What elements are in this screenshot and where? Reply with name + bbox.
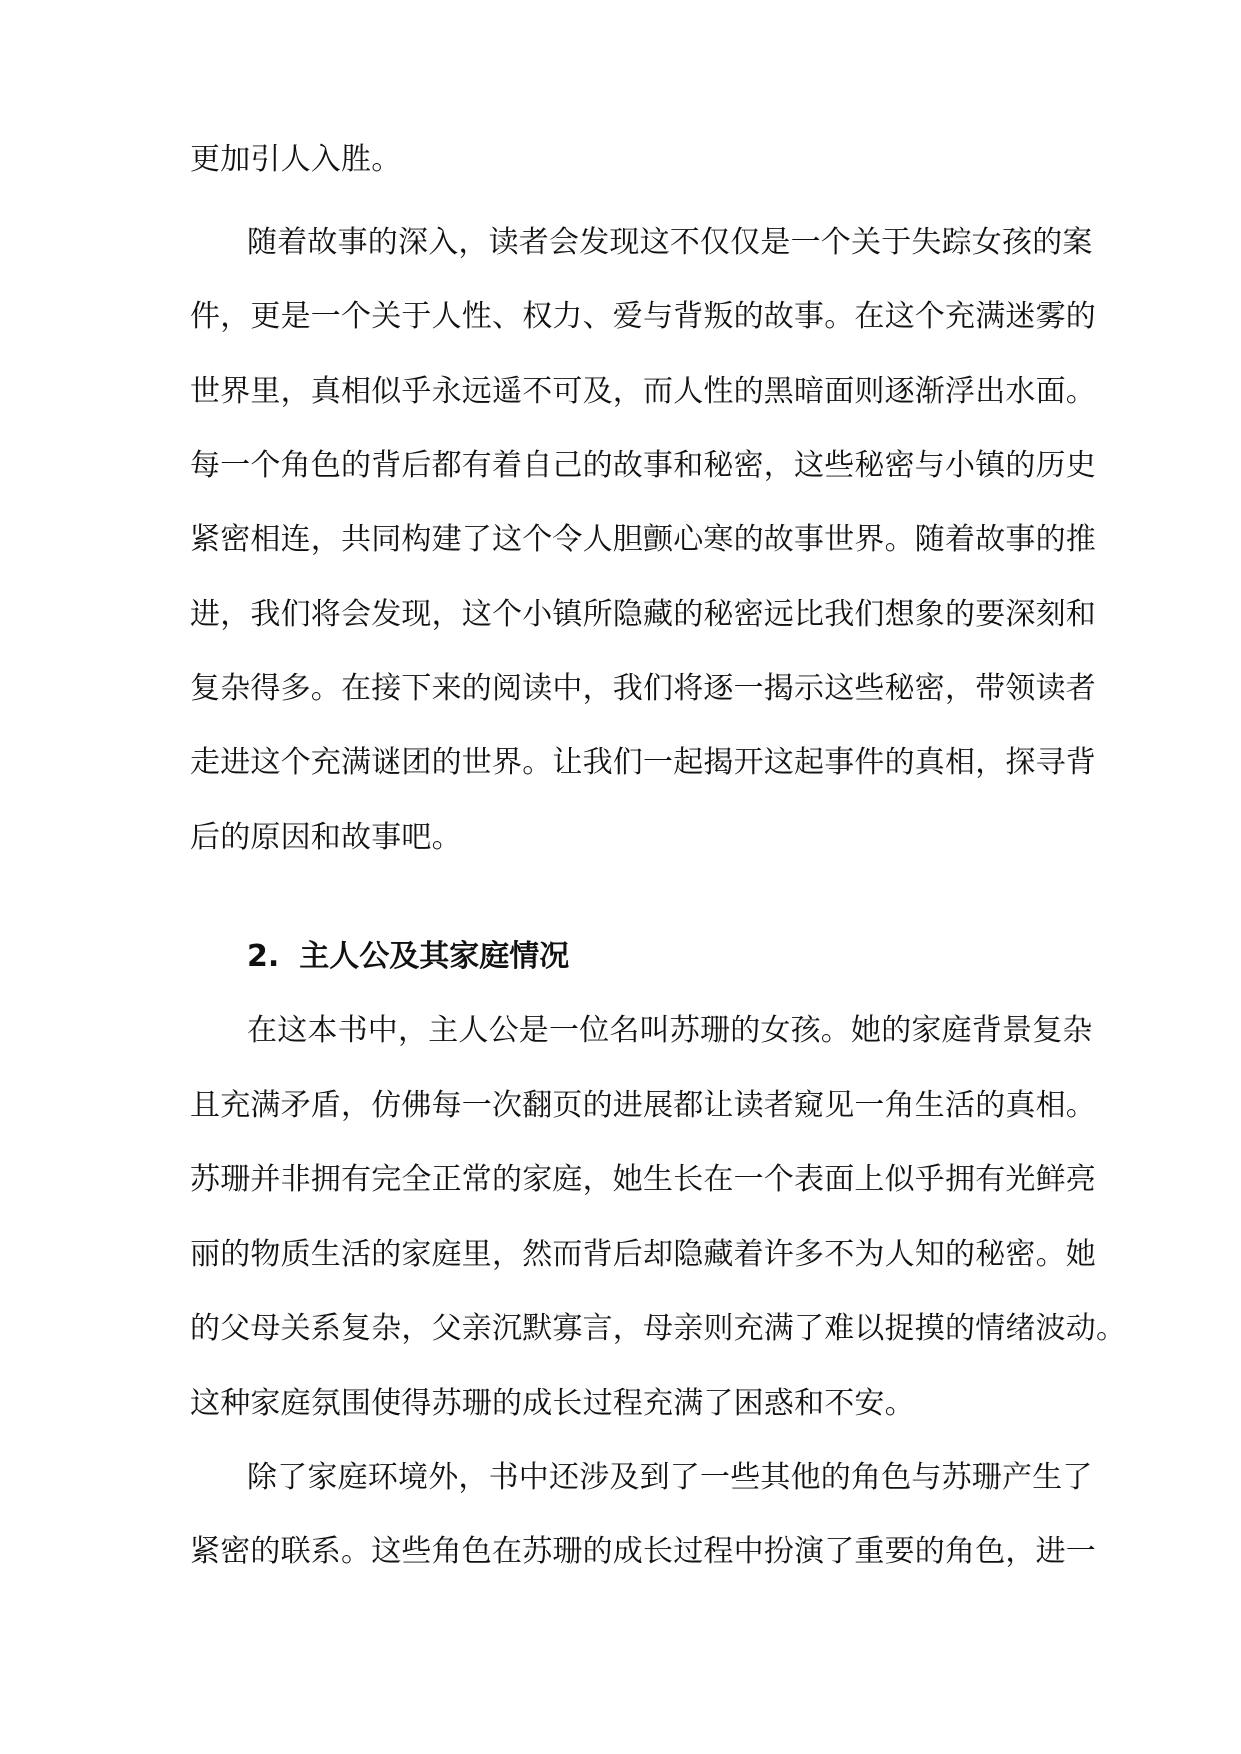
section-number: 2. — [247, 939, 280, 974]
paragraph-story-line: 复杂得多。在接下来的阅读中，我们将逐一揭示这些秘密，带领读者 — [190, 671, 1096, 706]
paragraph-family-line: 且充满矛盾，仿佛每一次翻页的进展都让读者窥见一角生活的真相。 — [190, 1088, 1096, 1123]
paragraph-story-line: 随着故事的深入，读者会发现这不仅仅是一个关于失踪女孩的案 — [247, 225, 1093, 260]
paragraph-others-line: 紧密的联系。这些角色在苏珊的成长过程中扮演了重要的角色，进一 — [190, 1534, 1096, 1569]
paragraph-story-line: 走进这个充满谜团的世界。让我们一起揭开这起事件的真相，探寻背 — [190, 745, 1096, 780]
paragraph-story-line: 每一个角色的背后都有着自己的故事和秘密，这些秘密与小镇的历史 — [190, 448, 1096, 483]
paragraph-family-line: 在这本书中，主人公是一位名叫苏珊的女孩。她的家庭背景复杂 — [247, 1013, 1093, 1048]
paragraph-family-line: 的父母关系复杂，父亲沉默寡言，母亲则充满了难以捉摸的情绪波动。 — [190, 1311, 1127, 1346]
paragraph-story-line: 后的原因和故事吧。 — [190, 820, 462, 855]
paragraph-story-line: 进，我们将会发现，这个小镇所隐藏的秘密远比我们想象的要深刻和 — [190, 597, 1096, 632]
paragraph-story-line: 件，更是一个关于人性、权力、爱与背叛的故事。在这个充满迷雾的 — [190, 299, 1096, 334]
paragraph-intro-line: 更加引人入胜。 — [190, 142, 402, 177]
paragraph-story-line: 紧密相连，共同构建了这个令人胆颤心寒的故事世界。随着故事的推 — [190, 522, 1096, 557]
paragraph-story-line: 世界里，真相似乎永远遥不可及，而人性的黑暗面则逐渐浮出水面。 — [190, 374, 1096, 409]
section-heading — [247, 937, 569, 977]
section-title: 主人公及其家庭情况 — [299, 939, 570, 974]
paragraph-family-line: 这种家庭氛围使得苏珊的成长过程充满了困惑和不安。 — [190, 1386, 915, 1421]
paragraph-others-line: 除了家庭环境外，书中还涉及到了一些其他的角色与苏珊产生了 — [247, 1460, 1093, 1495]
paragraph-family-line: 苏珊并非拥有完全正常的家庭，她生长在一个表面上似乎拥有光鲜亮 — [190, 1162, 1096, 1197]
paragraph-family-line: 丽的物质生活的家庭里，然而背后却隐藏着许多不为人知的秘密。她 — [190, 1237, 1096, 1272]
